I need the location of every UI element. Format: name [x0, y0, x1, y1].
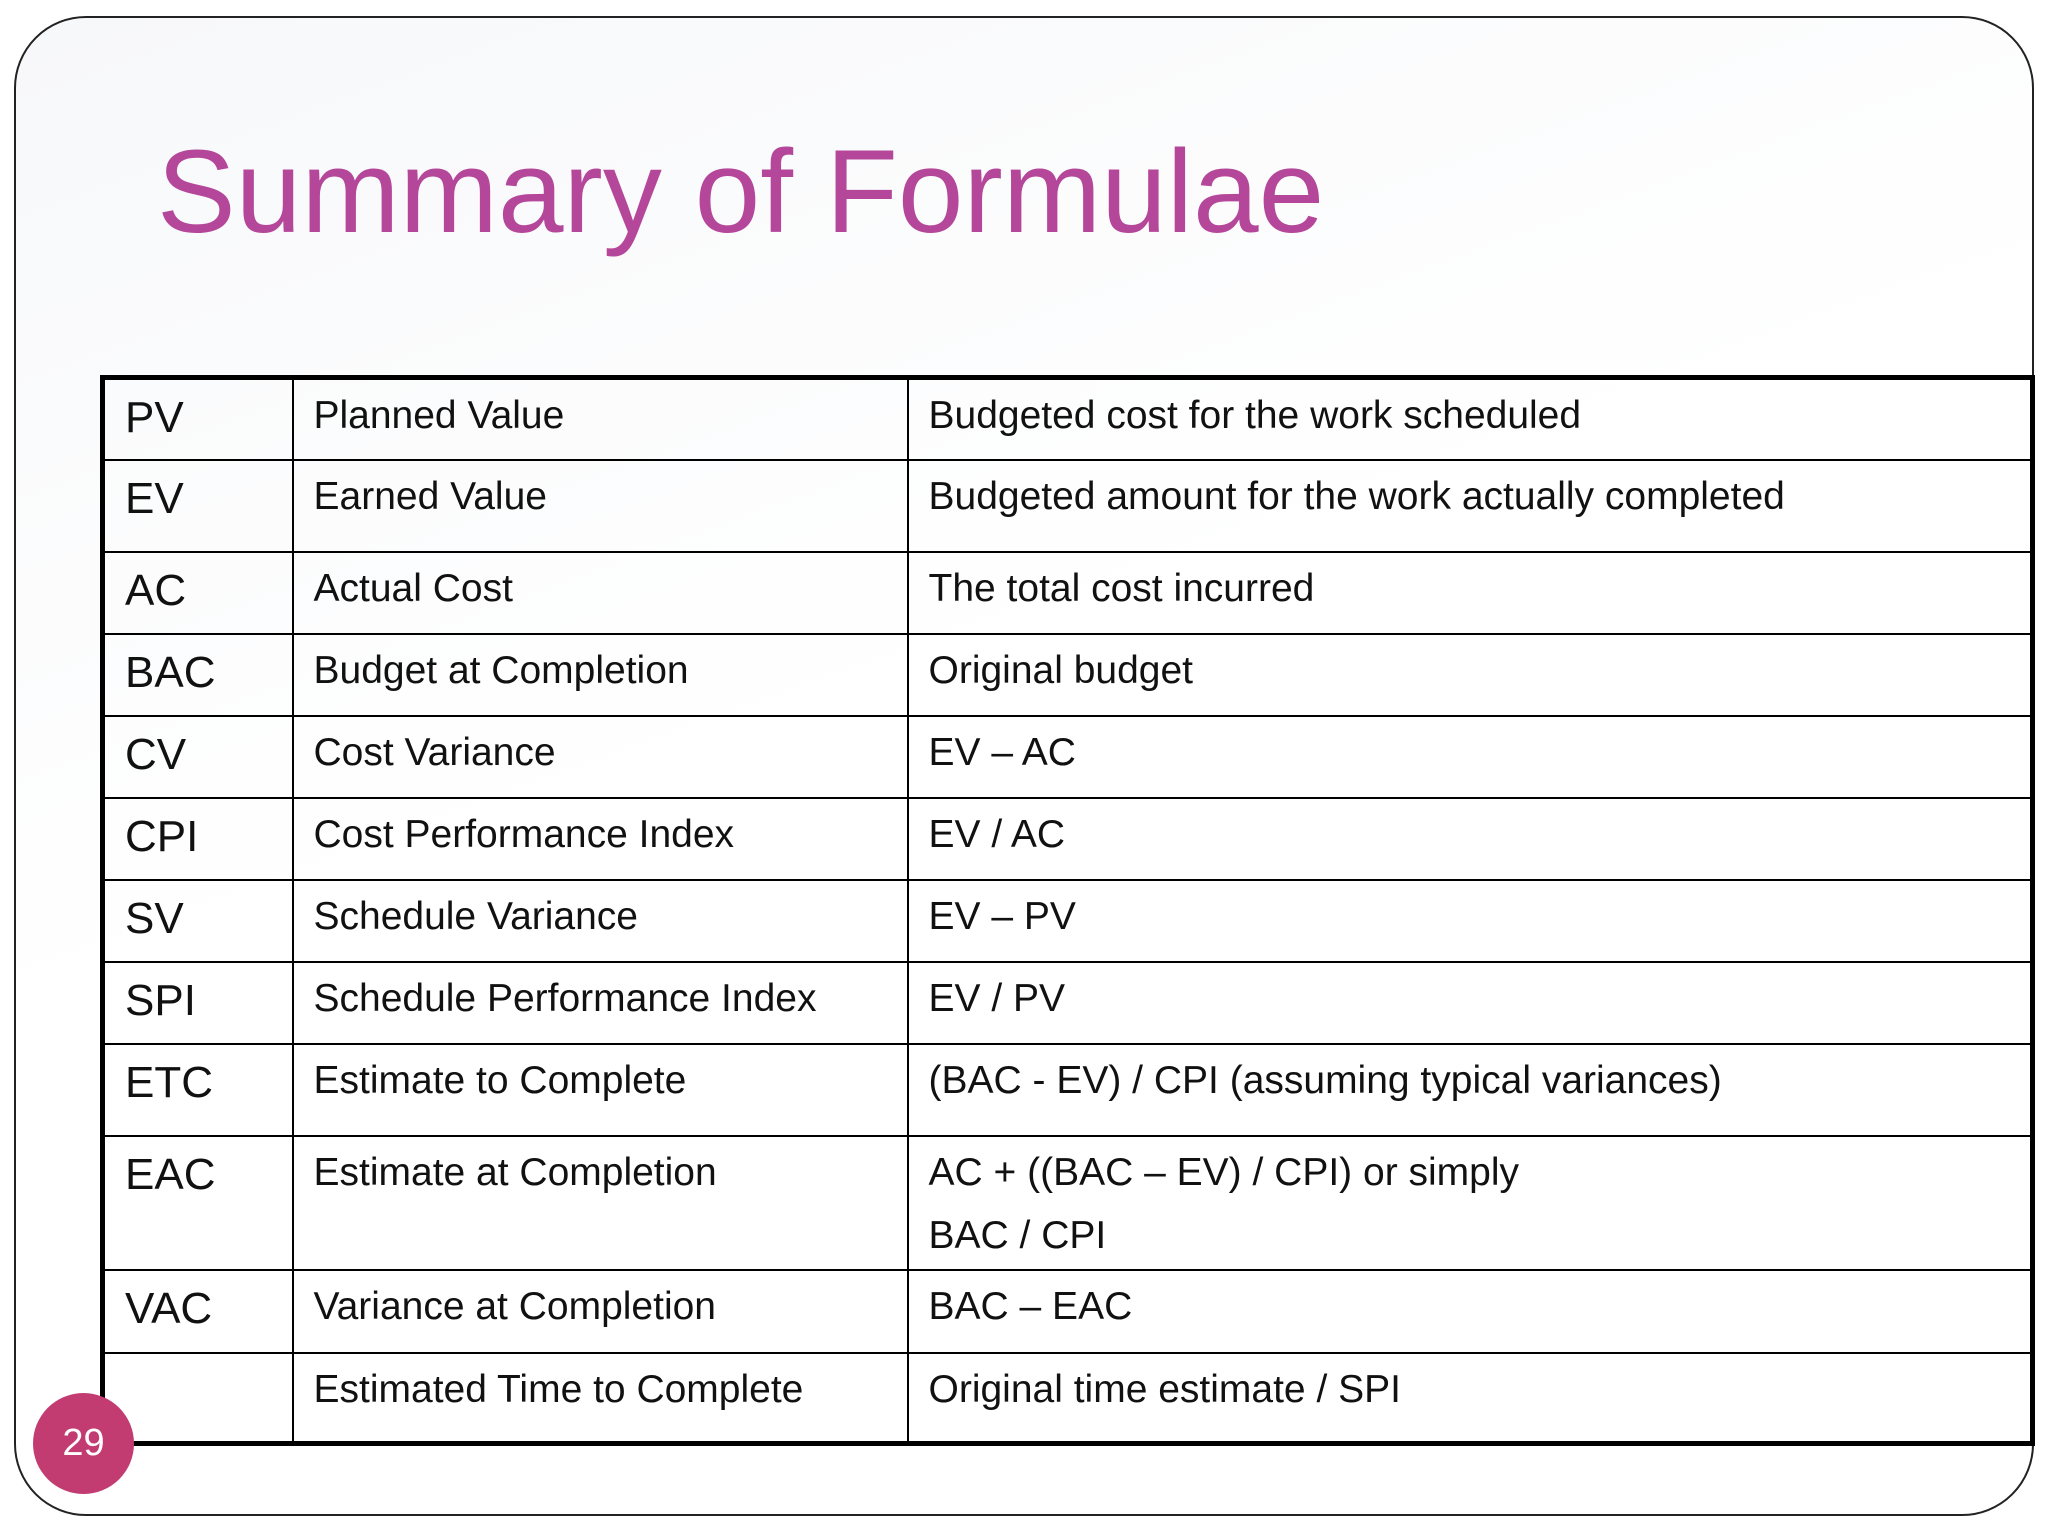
term-cell: Cost Performance Index [293, 798, 908, 880]
table-row [103, 798, 2033, 880]
formula-cell [908, 1044, 2033, 1136]
table-row [103, 634, 2033, 716]
term-cell: Schedule Variance [293, 880, 908, 962]
formula-cell [908, 460, 2033, 552]
formula-line: Budgeted amount for the work actually completed [928, 474, 1785, 518]
table-row [103, 1044, 2033, 1136]
formula-cell [908, 378, 2033, 460]
formula-cell [908, 880, 2033, 962]
table-row [103, 1353, 2033, 1444]
formula-cell [908, 798, 2033, 880]
formula-line: AC + ((BAC – EV) / CPI) or simply [928, 1150, 1520, 1194]
formula-cell [908, 962, 2033, 1044]
abbreviation-cell: ETC [103, 1044, 293, 1136]
formula-cell [908, 1270, 2033, 1353]
term-cell: Estimated Time to Complete [293, 1353, 908, 1444]
term-cell: Variance at Completion [293, 1270, 908, 1353]
formula-line: EV – AC [928, 730, 1076, 774]
table-row [103, 460, 2033, 552]
abbreviation-cell: CPI [103, 798, 293, 880]
abbreviation-cell: SV [103, 880, 293, 962]
term-cell: Actual Cost [293, 552, 908, 634]
formula-line: Original budget [928, 648, 1194, 692]
term-cell: Estimate at Completion [293, 1136, 908, 1270]
abbreviation-cell: PV [103, 378, 293, 460]
table-row [103, 1136, 2033, 1270]
formula-table-body [103, 378, 2033, 1444]
table-row [103, 962, 2033, 1044]
formula-line: EV / AC [928, 812, 1066, 856]
abbreviation-cell: SPI [103, 962, 293, 1044]
term-cell: Schedule Performance Index [293, 962, 908, 1044]
formula-line: EV / PV [928, 976, 1066, 1020]
term-cell: Earned Value [293, 460, 908, 552]
formula-cell [908, 716, 2033, 798]
formula-cell [908, 552, 2033, 634]
formula-line: Budgeted cost for the work scheduled [928, 394, 1582, 437]
abbreviation-cell: BAC [103, 634, 293, 716]
table-row [103, 880, 2033, 962]
table-row [103, 378, 2033, 460]
slide [14, 16, 2034, 1516]
slide-title: Summary of Formulae [157, 126, 1325, 258]
table-row [103, 1270, 2033, 1353]
term-cell: Budget at Completion [293, 634, 908, 716]
abbreviation-cell: CV [103, 716, 293, 798]
formula-cell [908, 634, 2033, 716]
formula-line: Original time estimate / SPI [928, 1367, 1401, 1411]
formula-cell [908, 1353, 2033, 1444]
formula-line: The total cost incurred [928, 566, 1315, 610]
page-number-badge: 29 [33, 1393, 134, 1494]
abbreviation-cell: EAC [103, 1136, 293, 1270]
formula-cell [908, 1136, 2033, 1270]
formula-line: BAC / CPI [928, 1213, 1107, 1257]
term-cell: Planned Value [293, 378, 908, 460]
abbreviation-cell: EV [103, 460, 293, 552]
abbreviation-cell: VAC [103, 1270, 293, 1353]
formula-line: BAC – EAC [928, 1284, 1133, 1328]
formula-line: EV – PV [928, 894, 1076, 938]
formula-line: (BAC - EV) / CPI (assuming typical variances) [928, 1058, 1722, 1102]
table-row [103, 716, 2033, 798]
term-cell: Estimate to Complete [293, 1044, 908, 1136]
abbreviation-cell: AC [103, 552, 293, 634]
formula-table [100, 375, 2035, 1446]
table-row [103, 552, 2033, 634]
term-cell: Cost Variance [293, 716, 908, 798]
